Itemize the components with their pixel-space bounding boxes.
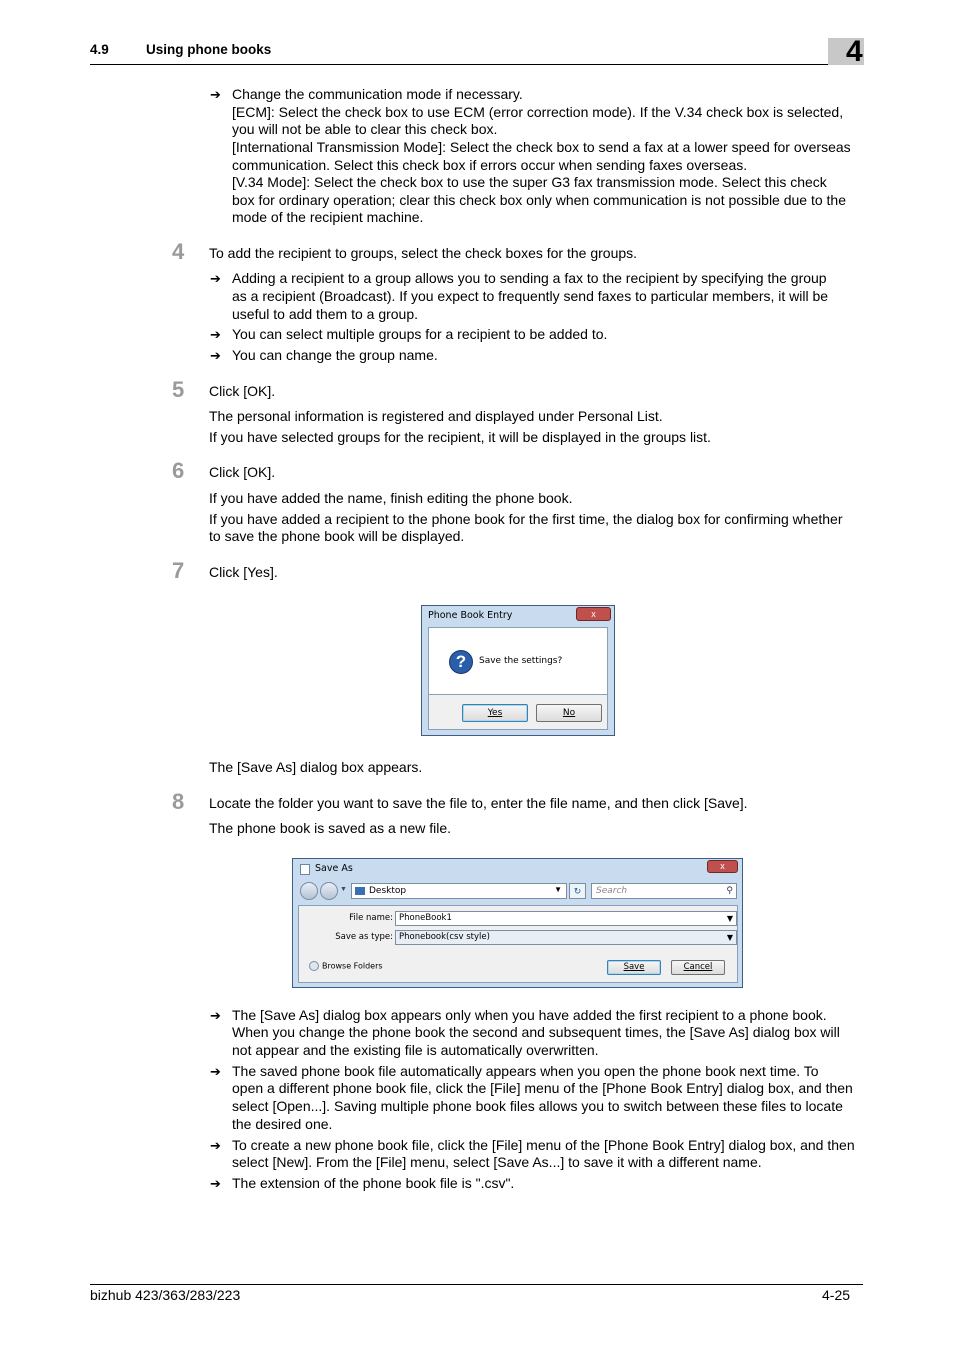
chevron-down-icon[interactable]: ▼ [726, 914, 733, 923]
address-location: Desktop [369, 886, 407, 896]
dialog-footer [428, 695, 608, 730]
note-line: mode of the recipient machine. [232, 209, 424, 225]
section-number: 4.9 [90, 42, 109, 57]
save-type-label: Save as type: [335, 932, 393, 942]
arrow-icon: ➔ [210, 1176, 221, 1191]
header-rule [90, 64, 863, 65]
step-text: Locate the folder you want to save the file to, enter the file name, and then click [Save]. [209, 795, 748, 811]
step-result: If you have added the name, finish editing the phone book. [209, 490, 573, 506]
step-text: To add the recipient to groups, select the check boxes for the groups. [209, 245, 638, 261]
note-line: select [Open...]. Saving multiple phone book files allows you to switch between these files to locate [232, 1098, 843, 1114]
question-icon: ? [449, 650, 473, 674]
arrow-icon: ➔ [210, 87, 221, 102]
yes-button[interactable]: Yes [462, 704, 528, 722]
file-name-value: PhoneBook1 [399, 913, 452, 923]
section-title: Using phone books [146, 42, 272, 57]
arrow-icon: ➔ [210, 1008, 221, 1023]
search-placeholder: Search [596, 886, 628, 896]
close-button[interactable]: x [707, 860, 738, 873]
dialog-title: Save As [315, 863, 353, 874]
chapter-number: 4 [846, 35, 863, 68]
dialog-message: Save the settings? [479, 656, 563, 666]
note-line: [International Transmission Mode]: Select the check box to send a fax at a lower speed for overseas [232, 139, 851, 155]
search-icon: ⚲ [726, 885, 733, 895]
arrow-icon: ➔ [210, 271, 221, 286]
forward-button[interactable] [320, 882, 338, 900]
note-line: box for ordinary operation; clear this check box only when communication is not possible due to the [232, 192, 847, 208]
step-number: 4 [172, 239, 185, 264]
note-line: as a recipient (Broadcast). If you expect to frequently send faxes to particular members, it will be [232, 288, 829, 304]
save-type-select[interactable] [395, 930, 737, 945]
footer-page-number: 4-25 [822, 1287, 851, 1303]
save-as-dialog [292, 858, 743, 988]
note-line: You can select multiple groups for a recipient to be added to. [232, 326, 608, 342]
arrow-icon: ➔ [210, 1064, 221, 1079]
step-result: The [Save As] dialog box appears. [209, 759, 423, 775]
document-icon [300, 864, 310, 875]
note-line: open a different phone book file, click the [File] menu of the [Phone Book Entry] dialog box, and then [232, 1080, 853, 1096]
back-button[interactable] [300, 882, 318, 900]
address-bar[interactable] [351, 883, 567, 899]
search-input[interactable] [591, 883, 737, 899]
note-line: the desired one. [232, 1116, 333, 1132]
step-text: Click [Yes]. [209, 564, 278, 580]
note-line: not appear and the existing file is automatically overwritten. [232, 1042, 599, 1058]
browse-folders-toggle[interactable] [309, 961, 383, 971]
arrow-icon: ➔ [210, 348, 221, 363]
note-line: [V.34 Mode]: Select the check box to use the super G3 fax transmission mode. Select this check [232, 174, 827, 190]
footer-model: bizhub 423/363/283/223 [90, 1287, 241, 1303]
note-line: You can change the group name. [232, 347, 438, 363]
no-button[interactable]: No [536, 704, 602, 722]
step-number: 7 [172, 558, 185, 583]
footer-rule [90, 1284, 863, 1285]
close-button[interactable]: x [576, 607, 611, 621]
note-line: To create a new phone book file, click the [File] menu of the [Phone Book Entry] dialog box, and then [232, 1137, 855, 1153]
phone-book-entry-dialog [421, 605, 615, 736]
note-line: Change the communication mode if necessary. [232, 86, 523, 102]
refresh-icon[interactable]: ↻ [569, 883, 586, 899]
note-line: useful to add them to a group. [232, 306, 419, 322]
cancel-button[interactable]: Cancel [671, 960, 725, 975]
step-text: Click [OK]. [209, 464, 276, 480]
note-line: When you change the phone book the second and subsequent times, the [Save As] dialog box will [232, 1024, 840, 1040]
desktop-icon [355, 887, 365, 895]
step-result: If you have added a recipient to the phone book for the first time, the dialog box for confirming whether [209, 511, 843, 527]
expand-icon [309, 961, 319, 971]
note-line: communication. Select this check box if errors occur when sending faxes overseas. [232, 157, 748, 173]
dialog-body [428, 627, 608, 695]
step-text: Click [OK]. [209, 383, 276, 399]
step-result: to save the phone book will be displayed. [209, 528, 465, 544]
file-name-input[interactable] [395, 911, 737, 926]
note-line: The extension of the phone book file is ".csv". [232, 1175, 515, 1191]
note-line: you will not be able to clear this check box. [232, 121, 498, 137]
step-result: The personal information is registered and displayed under Personal List. [209, 408, 663, 424]
history-dropdown-icon[interactable]: ▼ [340, 886, 347, 893]
file-name-label: File name: [349, 913, 393, 923]
note-line: The saved phone book file automatically appears when you open the phone book next time. To [232, 1063, 819, 1079]
step-result: The phone book is saved as a new file. [209, 820, 452, 836]
save-button[interactable]: Save [607, 960, 661, 975]
note-line: select [New]. From the [File] menu, select [Save As...] to save it with a different name. [232, 1154, 762, 1170]
save-type-value: Phonebook(csv style) [399, 932, 490, 942]
step-number: 5 [172, 377, 185, 402]
save-panel [298, 905, 738, 983]
note-line: The [Save As] dialog box appears only when you have added the first recipient to a phone book. [232, 1007, 827, 1023]
step-number: 6 [172, 458, 185, 483]
step-number: 8 [172, 789, 185, 814]
chevron-down-icon[interactable]: ▼ [726, 933, 733, 942]
note-line: [ECM]: Select the check box to use ECM (error correction mode). If the V.34 check box is selected, [232, 104, 844, 120]
arrow-icon: ➔ [210, 1138, 221, 1153]
step-result: If you have selected groups for the recipient, it will be displayed in the groups list. [209, 429, 711, 445]
dialog-title: Phone Book Entry [428, 610, 513, 621]
browse-folders-label: Browse Folders [322, 961, 383, 971]
arrow-icon: ➔ [210, 327, 221, 342]
chevron-down-icon[interactable]: ▼ [554, 885, 562, 894]
note-line: Adding a recipient to a group allows you to sending a fax to the recipient by specifying the group [232, 270, 827, 286]
